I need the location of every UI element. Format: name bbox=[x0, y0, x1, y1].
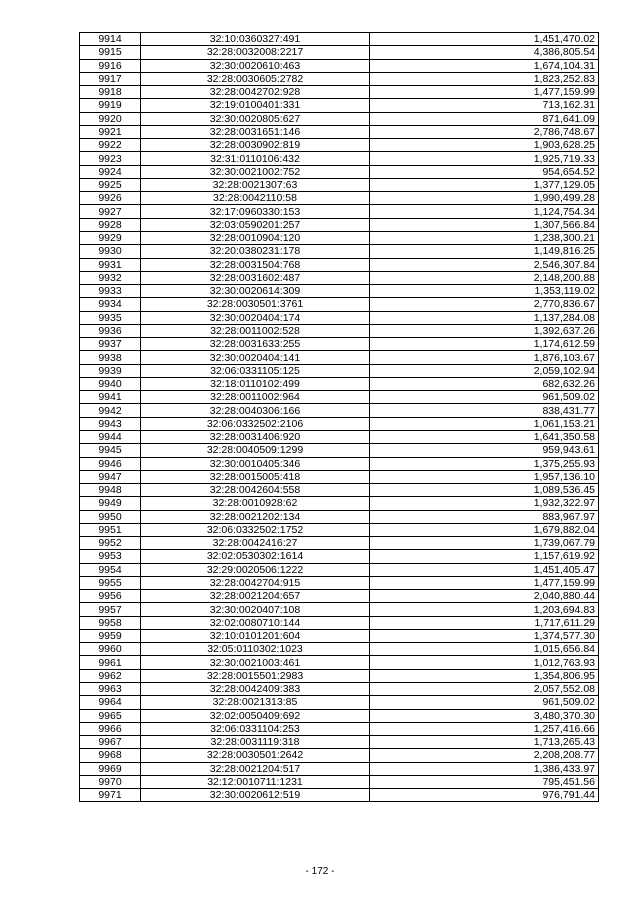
row-number-cell: 9941 bbox=[80, 391, 141, 404]
row-number-cell: 9915 bbox=[80, 46, 141, 59]
value-cell: 1,257,416.66 bbox=[370, 722, 599, 735]
row-number-cell: 9927 bbox=[80, 205, 141, 218]
table-row bbox=[80, 285, 599, 298]
table-row bbox=[80, 590, 599, 603]
row-number-cell: 9948 bbox=[80, 484, 141, 497]
cadastral-number-cell: 32:30:0020404:141 bbox=[141, 351, 370, 364]
cadastral-number-cell: 32:28:0042704:915 bbox=[141, 576, 370, 589]
table-row bbox=[80, 762, 599, 775]
table-row bbox=[80, 550, 599, 563]
value-cell: 1,012,763.93 bbox=[370, 656, 599, 669]
value-cell: 1,377,129.05 bbox=[370, 178, 599, 191]
cadastral-number-cell: 32:31:0110106:432 bbox=[141, 152, 370, 165]
table-row bbox=[80, 603, 599, 616]
cadastral-number-cell: 32:30:0021002:752 bbox=[141, 165, 370, 178]
row-number-cell: 9963 bbox=[80, 683, 141, 696]
cadastral-number-cell: 32:28:0021204:517 bbox=[141, 762, 370, 775]
cadastral-number-cell: 32:06:0332502:1752 bbox=[141, 523, 370, 536]
table-row bbox=[80, 99, 599, 112]
row-number-cell: 9940 bbox=[80, 377, 141, 390]
table-row bbox=[80, 510, 599, 523]
row-number-cell: 9945 bbox=[80, 444, 141, 457]
cadastral-number-cell: 32:06:0331105:125 bbox=[141, 364, 370, 377]
value-cell: 682,632.26 bbox=[370, 377, 599, 390]
cadastral-number-cell: 32:06:0331104:253 bbox=[141, 722, 370, 735]
value-cell: 1,392,637.26 bbox=[370, 324, 599, 337]
value-cell: 976,791.44 bbox=[370, 789, 599, 802]
row-number-cell: 9930 bbox=[80, 245, 141, 258]
table-row bbox=[80, 576, 599, 589]
row-number-cell: 9938 bbox=[80, 351, 141, 364]
row-number-cell: 9962 bbox=[80, 669, 141, 682]
table-row bbox=[80, 709, 599, 722]
cadastral-number-cell: 32:28:0021313:85 bbox=[141, 696, 370, 709]
table-row bbox=[80, 125, 599, 138]
row-number-cell: 9916 bbox=[80, 59, 141, 72]
value-cell: 1,374,577.30 bbox=[370, 629, 599, 642]
cadastral-number-cell: 32:20:0380231:178 bbox=[141, 245, 370, 258]
value-cell: 1,903,628.25 bbox=[370, 139, 599, 152]
row-number-cell: 9961 bbox=[80, 656, 141, 669]
row-number-cell: 9937 bbox=[80, 338, 141, 351]
value-cell: 2,208,208.77 bbox=[370, 749, 599, 762]
table-row bbox=[80, 470, 599, 483]
table-row bbox=[80, 789, 599, 802]
value-cell: 1,451,470.02 bbox=[370, 33, 599, 46]
value-cell: 2,057,552.08 bbox=[370, 683, 599, 696]
row-number-cell: 9926 bbox=[80, 192, 141, 205]
cadastral-number-cell: 32:28:0010904:120 bbox=[141, 231, 370, 244]
table-row bbox=[80, 643, 599, 656]
cadastral-number-cell: 32:28:0040306:166 bbox=[141, 404, 370, 417]
cadastral-number-cell: 32:02:0530302:1614 bbox=[141, 550, 370, 563]
table-row bbox=[80, 298, 599, 311]
table-row bbox=[80, 218, 599, 231]
cadastral-number-cell: 32:28:0030501:3761 bbox=[141, 298, 370, 311]
value-cell: 1,157,619.92 bbox=[370, 550, 599, 563]
table-row bbox=[80, 46, 599, 59]
value-cell: 1,739,067.79 bbox=[370, 537, 599, 550]
value-cell: 1,932,322.97 bbox=[370, 497, 599, 510]
value-cell: 1,015,656.84 bbox=[370, 643, 599, 656]
table-row bbox=[80, 364, 599, 377]
row-number-cell: 9928 bbox=[80, 218, 141, 231]
cadastral-number-cell: 32:29:0020506:1222 bbox=[141, 563, 370, 576]
row-number-cell: 9956 bbox=[80, 590, 141, 603]
row-number-cell: 9964 bbox=[80, 696, 141, 709]
cadastral-number-cell: 32:28:0030501:2642 bbox=[141, 749, 370, 762]
value-cell: 1,477,159.99 bbox=[370, 576, 599, 589]
cadastral-number-cell: 32:28:0011002:528 bbox=[141, 324, 370, 337]
cadastral-number-cell: 32:28:0011002:964 bbox=[141, 391, 370, 404]
row-number-cell: 9929 bbox=[80, 231, 141, 244]
row-number-cell: 9939 bbox=[80, 364, 141, 377]
value-cell: 1,679,882.04 bbox=[370, 523, 599, 536]
table-row bbox=[80, 86, 599, 99]
value-cell: 1,353,119.02 bbox=[370, 285, 599, 298]
value-cell: 1,823,252.83 bbox=[370, 72, 599, 85]
row-number-cell: 9960 bbox=[80, 643, 141, 656]
table-row bbox=[80, 205, 599, 218]
value-cell: 1,137,284.08 bbox=[370, 311, 599, 324]
table-row bbox=[80, 683, 599, 696]
cadastral-number-cell: 32:28:0042409:383 bbox=[141, 683, 370, 696]
table-row bbox=[80, 231, 599, 244]
table-row bbox=[80, 59, 599, 72]
value-cell: 795,451.56 bbox=[370, 775, 599, 788]
table-row bbox=[80, 404, 599, 417]
cadastral-number-cell: 32:30:0021003:461 bbox=[141, 656, 370, 669]
row-number-cell: 9924 bbox=[80, 165, 141, 178]
cadastral-number-cell: 32:30:0020407:108 bbox=[141, 603, 370, 616]
cadastral-number-cell: 32:28:0031406:920 bbox=[141, 430, 370, 443]
table-row bbox=[80, 497, 599, 510]
row-number-cell: 9958 bbox=[80, 616, 141, 629]
cadastral-number-cell: 32:02:0050409:692 bbox=[141, 709, 370, 722]
row-number-cell: 9952 bbox=[80, 537, 141, 550]
row-number-cell: 9953 bbox=[80, 550, 141, 563]
cadastral-value-table bbox=[79, 32, 599, 802]
cadastral-number-cell: 32:30:0020612:519 bbox=[141, 789, 370, 802]
table-row bbox=[80, 271, 599, 284]
table-row bbox=[80, 338, 599, 351]
cadastral-number-cell: 32:28:0031119:318 bbox=[141, 736, 370, 749]
cadastral-number-cell: 32:28:0031633:255 bbox=[141, 338, 370, 351]
table-row bbox=[80, 722, 599, 735]
cadastral-number-cell: 32:05:0110302:1023 bbox=[141, 643, 370, 656]
table-row bbox=[80, 258, 599, 271]
table-row bbox=[80, 139, 599, 152]
value-cell: 3,480,370.30 bbox=[370, 709, 599, 722]
cadastral-number-cell: 32:10:0101201:604 bbox=[141, 629, 370, 642]
table-row bbox=[80, 351, 599, 364]
value-cell: 2,770,836.67 bbox=[370, 298, 599, 311]
cadastral-number-cell: 32:12:0010711:1231 bbox=[141, 775, 370, 788]
row-number-cell: 9919 bbox=[80, 99, 141, 112]
table-body bbox=[80, 33, 599, 802]
row-number-cell: 9932 bbox=[80, 271, 141, 284]
row-number-cell: 9942 bbox=[80, 404, 141, 417]
row-number-cell: 9969 bbox=[80, 762, 141, 775]
cadastral-number-cell: 32:03:0590201:257 bbox=[141, 218, 370, 231]
cadastral-number-cell: 32:28:0031504:768 bbox=[141, 258, 370, 271]
table-row bbox=[80, 245, 599, 258]
value-cell: 1,149,816.25 bbox=[370, 245, 599, 258]
row-number-cell: 9923 bbox=[80, 152, 141, 165]
row-number-cell: 9968 bbox=[80, 749, 141, 762]
cadastral-number-cell: 32:28:0042416:27 bbox=[141, 537, 370, 550]
value-cell: 1,717,611.29 bbox=[370, 616, 599, 629]
value-cell: 1,990,499.28 bbox=[370, 192, 599, 205]
value-cell: 883,967.97 bbox=[370, 510, 599, 523]
table-row bbox=[80, 523, 599, 536]
cadastral-number-cell: 32:28:0042702:928 bbox=[141, 86, 370, 99]
row-number-cell: 9959 bbox=[80, 629, 141, 642]
value-cell: 2,148,200.88 bbox=[370, 271, 599, 284]
value-cell: 871,641.09 bbox=[370, 112, 599, 125]
row-number-cell: 9965 bbox=[80, 709, 141, 722]
value-cell: 1,386,433.97 bbox=[370, 762, 599, 775]
table-row bbox=[80, 669, 599, 682]
cadastral-number-cell: 32:30:0020614:309 bbox=[141, 285, 370, 298]
value-cell: 1,925,719.33 bbox=[370, 152, 599, 165]
value-cell: 838,431.77 bbox=[370, 404, 599, 417]
value-cell: 1,238,300.21 bbox=[370, 231, 599, 244]
row-number-cell: 9943 bbox=[80, 417, 141, 430]
value-cell: 1,307,566.84 bbox=[370, 218, 599, 231]
cadastral-number-cell: 32:19:0100401:331 bbox=[141, 99, 370, 112]
value-cell: 961,509.02 bbox=[370, 391, 599, 404]
row-number-cell: 9949 bbox=[80, 497, 141, 510]
value-cell: 2,059,102.94 bbox=[370, 364, 599, 377]
value-cell: 1,451,405.47 bbox=[370, 563, 599, 576]
page-number: - 172 - bbox=[305, 866, 335, 877]
table-row bbox=[80, 656, 599, 669]
cadastral-number-cell: 32:18:0110102:499 bbox=[141, 377, 370, 390]
cadastral-number-cell: 32:17:0960330:153 bbox=[141, 205, 370, 218]
value-cell: 1,124,754.34 bbox=[370, 205, 599, 218]
cadastral-number-cell: 32:30:0020404:174 bbox=[141, 311, 370, 324]
table-row bbox=[80, 484, 599, 497]
table-row bbox=[80, 178, 599, 191]
table-row bbox=[80, 324, 599, 337]
table-row bbox=[80, 616, 599, 629]
table-row bbox=[80, 311, 599, 324]
cadastral-number-cell: 32:28:0032008:2217 bbox=[141, 46, 370, 59]
cadastral-number-cell: 32:10:0360327:491 bbox=[141, 33, 370, 46]
table-row bbox=[80, 33, 599, 46]
value-cell: 1,061,153.21 bbox=[370, 417, 599, 430]
value-cell: 954,654.52 bbox=[370, 165, 599, 178]
value-cell: 1,089,536.45 bbox=[370, 484, 599, 497]
table-row bbox=[80, 112, 599, 125]
cadastral-number-cell: 32:02:0080710:144 bbox=[141, 616, 370, 629]
table-row bbox=[80, 152, 599, 165]
table-row bbox=[80, 696, 599, 709]
value-cell: 1,174,612.59 bbox=[370, 338, 599, 351]
row-number-cell: 9944 bbox=[80, 430, 141, 443]
row-number-cell: 9946 bbox=[80, 457, 141, 470]
cadastral-number-cell: 32:28:0030605:2782 bbox=[141, 72, 370, 85]
value-cell: 1,203,694.83 bbox=[370, 603, 599, 616]
value-cell: 961,509.02 bbox=[370, 696, 599, 709]
value-cell: 1,375,255.93 bbox=[370, 457, 599, 470]
value-cell: 1,957,136.10 bbox=[370, 470, 599, 483]
row-number-cell: 9925 bbox=[80, 178, 141, 191]
cadastral-number-cell: 32:28:0021202:134 bbox=[141, 510, 370, 523]
row-number-cell: 9920 bbox=[80, 112, 141, 125]
cadastral-number-cell: 32:28:0030902:819 bbox=[141, 139, 370, 152]
value-cell: 1,641,350.58 bbox=[370, 430, 599, 443]
cadastral-number-cell: 32:28:0015005:418 bbox=[141, 470, 370, 483]
cadastral-number-cell: 32:28:0042604:558 bbox=[141, 484, 370, 497]
cadastral-number-cell: 32:28:0031602:487 bbox=[141, 271, 370, 284]
row-number-cell: 9967 bbox=[80, 736, 141, 749]
cadastral-number-cell: 32:28:0021307:63 bbox=[141, 178, 370, 191]
value-cell: 2,040,880.44 bbox=[370, 590, 599, 603]
cadastral-number-cell: 32:30:0020805:627 bbox=[141, 112, 370, 125]
cadastral-number-cell: 32:30:0010405:346 bbox=[141, 457, 370, 470]
table-row bbox=[80, 563, 599, 576]
value-cell: 2,786,748.67 bbox=[370, 125, 599, 138]
row-number-cell: 9934 bbox=[80, 298, 141, 311]
row-number-cell: 9933 bbox=[80, 285, 141, 298]
row-number-cell: 9947 bbox=[80, 470, 141, 483]
row-number-cell: 9950 bbox=[80, 510, 141, 523]
row-number-cell: 9917 bbox=[80, 72, 141, 85]
row-number-cell: 9957 bbox=[80, 603, 141, 616]
row-number-cell: 9922 bbox=[80, 139, 141, 152]
table-row bbox=[80, 72, 599, 85]
table-row bbox=[80, 537, 599, 550]
cadastral-number-cell: 32:06:0332502:2106 bbox=[141, 417, 370, 430]
value-cell: 1,477,159.99 bbox=[370, 86, 599, 99]
cadastral-number-cell: 32:28:0040509:1299 bbox=[141, 444, 370, 457]
row-number-cell: 9966 bbox=[80, 722, 141, 735]
table-row bbox=[80, 775, 599, 788]
row-number-cell: 9970 bbox=[80, 775, 141, 788]
row-number-cell: 9971 bbox=[80, 789, 141, 802]
cadastral-number-cell: 32:28:0015501:2983 bbox=[141, 669, 370, 682]
table-row bbox=[80, 165, 599, 178]
cadastral-number-cell: 32:28:0010928:62 bbox=[141, 497, 370, 510]
row-number-cell: 9921 bbox=[80, 125, 141, 138]
value-cell: 4,386,805.54 bbox=[370, 46, 599, 59]
table-row bbox=[80, 391, 599, 404]
table-row bbox=[80, 457, 599, 470]
value-cell: 2,546,307.84 bbox=[370, 258, 599, 271]
value-cell: 1,354,806.95 bbox=[370, 669, 599, 682]
cadastral-number-cell: 32:30:0020610:463 bbox=[141, 59, 370, 72]
cadastral-number-cell: 32:28:0021204:657 bbox=[141, 590, 370, 603]
value-cell: 1,876,103.67 bbox=[370, 351, 599, 364]
table-row bbox=[80, 736, 599, 749]
table-row bbox=[80, 192, 599, 205]
row-number-cell: 9914 bbox=[80, 33, 141, 46]
table-row bbox=[80, 430, 599, 443]
row-number-cell: 9954 bbox=[80, 563, 141, 576]
cadastral-number-cell: 32:28:0031651:146 bbox=[141, 125, 370, 138]
table-row bbox=[80, 444, 599, 457]
row-number-cell: 9931 bbox=[80, 258, 141, 271]
row-number-cell: 9936 bbox=[80, 324, 141, 337]
table-row bbox=[80, 417, 599, 430]
cadastral-number-cell: 32:28:0042110:58 bbox=[141, 192, 370, 205]
value-cell: 713,162.31 bbox=[370, 99, 599, 112]
value-cell: 1,674,104.31 bbox=[370, 59, 599, 72]
table-row bbox=[80, 377, 599, 390]
row-number-cell: 9935 bbox=[80, 311, 141, 324]
table-row bbox=[80, 629, 599, 642]
value-cell: 1,713,265.43 bbox=[370, 736, 599, 749]
row-number-cell: 9955 bbox=[80, 576, 141, 589]
row-number-cell: 9918 bbox=[80, 86, 141, 99]
table-row bbox=[80, 749, 599, 762]
row-number-cell: 9951 bbox=[80, 523, 141, 536]
value-cell: 959,943.61 bbox=[370, 444, 599, 457]
